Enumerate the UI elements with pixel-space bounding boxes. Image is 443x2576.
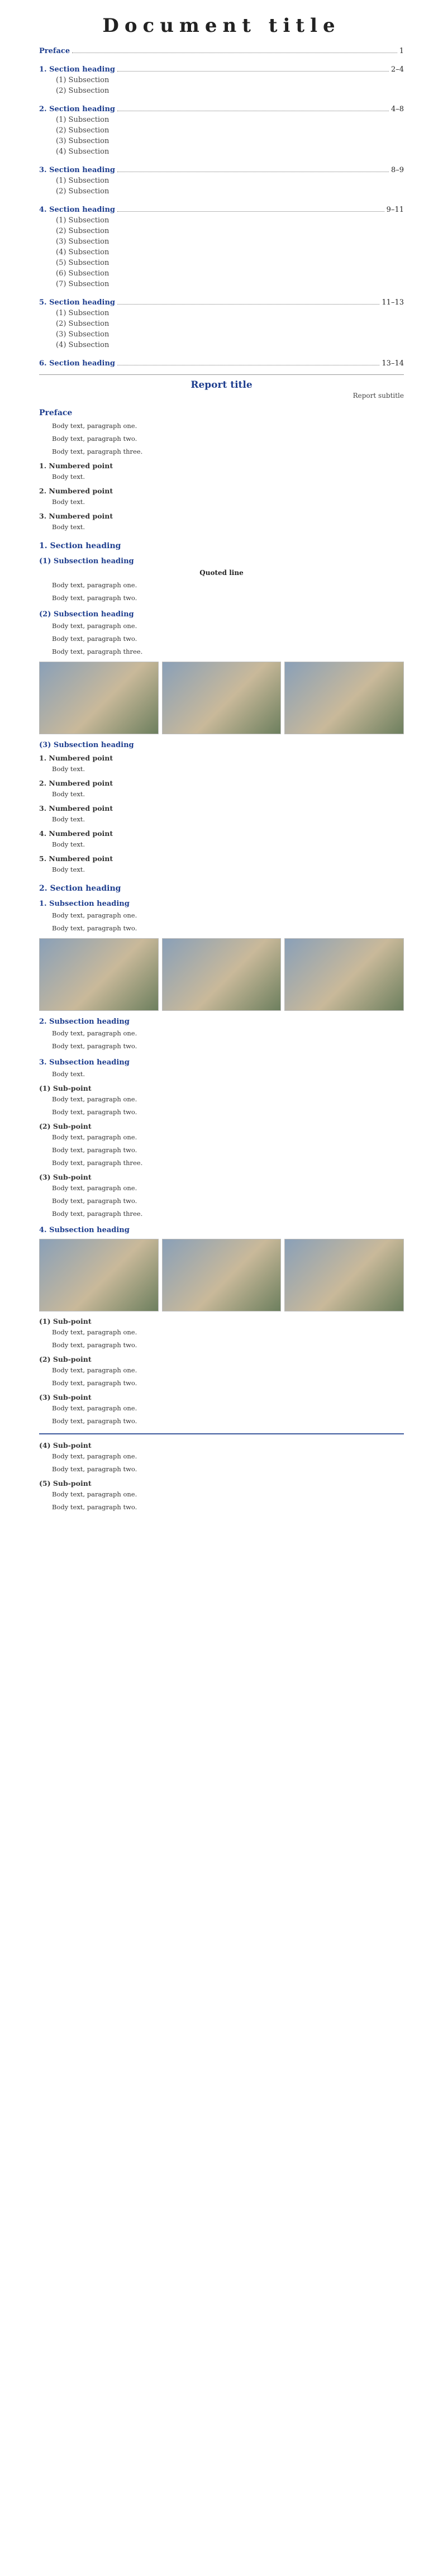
toc-subitem[interactable] [39,136,404,146]
paragraph: Body text, paragraph three. [52,648,143,655]
toc-subitem[interactable] [39,308,404,319]
quote-line: Quoted line [199,569,244,577]
photo [284,938,404,1011]
section-heading: Preface [39,408,73,417]
paragraph: Body text, paragraph two. [52,1197,137,1205]
toc-subitem[interactable] [39,175,404,186]
toc-page-number: 1 [399,47,404,55]
toc-chapter[interactable] [39,64,404,75]
toc-subitem[interactable] [39,146,404,157]
toc-label: (3) Subsection [56,330,109,339]
subsection-heading: 3. Subsection heading [39,1058,130,1067]
point-heading: 3. Numbered point [39,512,113,520]
subsection-heading: (1) Subsection heading [39,557,134,565]
subsection-heading: (2) Subsection heading [39,610,134,619]
toc-gap [39,350,404,358]
toc-label: (1) Subsection [56,116,109,124]
paragraph: Body text, paragraph three. [52,1159,143,1167]
divider [39,374,404,375]
point-heading: (1) Sub-point [39,1317,92,1325]
toc-leader-dots [117,71,389,72]
toc-label: 4. Section heading [39,206,115,214]
watermark-mark [4,1519,65,1592]
toc-gap [39,157,404,165]
paragraph: Body text. [52,866,85,873]
report-body [39,408,404,1513]
toc-page-number: 9–11 [386,206,404,214]
paragraph: Body text, paragraph two. [52,1042,137,1050]
photo [39,662,159,734]
paragraph: Body text, paragraph two. [52,924,137,932]
toc-label: 1. Section heading [39,65,115,74]
paragraph: Body text, paragraph one. [52,1404,137,1412]
point-heading: 4. Numbered point [39,829,113,838]
watermark-mark [4,1888,65,1961]
paragraph: Body text, paragraph two. [52,1341,137,1349]
toc-page-number: 8–9 [390,166,404,174]
toc-gap [39,197,404,205]
toc-subitem[interactable] [39,340,404,350]
point-heading: 5. Numbered point [39,854,113,863]
subsection-heading: (3) Subsection heading [39,741,134,749]
toc-chapter[interactable] [39,46,404,56]
toc-label: (2) Subsection [56,227,109,235]
paragraph: Body text. [52,1070,85,1078]
toc-subitem[interactable] [39,236,404,247]
point-heading: (3) Sub-point [39,1393,92,1401]
toc-label: 3. Section heading [39,166,115,174]
toc-label: (2) Subsection [56,187,109,196]
subsection-heading: 4. Subsection heading [39,1226,130,1234]
paragraph: Body text, paragraph one. [52,1095,137,1103]
paragraph: Body text, paragraph two. [52,1417,137,1425]
toc-label: (2) Subsection [56,87,109,95]
toc-subitem[interactable] [39,75,404,85]
toc-chapter[interactable] [39,205,404,215]
toc-page-number: 2–4 [390,65,404,74]
toc-subitem[interactable] [39,329,404,340]
point-heading: 3. Numbered point [39,804,113,812]
toc-subitem[interactable] [39,115,404,125]
toc-subitem[interactable] [39,258,404,268]
paragraph: Body text, paragraph two. [52,594,137,602]
paragraph: Body text, paragraph one. [52,1133,137,1141]
report-title: Report title [190,379,253,391]
toc-leader-dots [117,211,384,212]
paragraph: Body text, paragraph one. [52,581,137,589]
subsection-heading: 2. Subsection heading [39,1018,130,1026]
toc-label: (6) Subsection [56,269,109,278]
point-heading: (4) Sub-point [39,1441,92,1449]
toc-subitem[interactable] [39,125,404,136]
toc-chapter[interactable] [39,297,404,308]
photo [284,1239,404,1311]
toc-subitem[interactable] [39,85,404,96]
toc-label: (4) Subsection [56,341,109,349]
toc-subitem[interactable] [39,247,404,258]
paragraph: Body text, paragraph one. [52,1328,137,1336]
divider [39,1433,404,1434]
point-heading: (3) Sub-point [39,1173,92,1181]
paragraph: Body text, paragraph three. [52,448,143,455]
point-heading: 1. Numbered point [39,462,113,470]
paragraph: Body text, paragraph two. [52,635,137,643]
toc-label: Preface [39,47,70,55]
paragraph: Body text. [52,815,85,823]
toc-page-number: 11–13 [382,298,404,307]
toc-subitem[interactable] [39,186,404,197]
paragraph: Body text, paragraph two. [52,435,137,443]
photo-strip [39,938,404,1011]
report-subtitle: Report subtitle [353,392,404,400]
photo [39,938,159,1011]
toc-label: (4) Subsection [56,248,109,256]
toc-label: (5) Subsection [56,259,109,267]
toc-label: (3) Subsection [56,237,109,246]
toc-chapter[interactable] [39,104,404,115]
watermark-mark [127,1704,188,1776]
subsection-heading: 1. Subsection heading [39,900,130,908]
photo-strip [39,1239,404,1311]
toc-chapter[interactable] [39,165,404,175]
toc-label: (7) Subsection [56,280,109,288]
paragraph: Body text, paragraph one. [52,1029,137,1037]
toc-gap [39,289,404,297]
toc-label: (2) Subsection [56,320,109,328]
photo [162,662,282,734]
toc-leader-dots [117,304,379,305]
toc-label: (4) Subsection [56,148,109,156]
toc-subitem[interactable] [39,226,404,236]
point-heading: (2) Sub-point [39,1355,92,1363]
paragraph: Body text, paragraph one. [52,1366,137,1374]
photo [284,662,404,734]
paragraph: Body text, paragraph one. [52,622,137,630]
point-heading: 1. Numbered point [39,754,113,762]
toc-label: (1) Subsection [56,309,109,317]
photo [39,1239,159,1311]
point-heading: (1) Sub-point [39,1084,92,1092]
paragraph: Body text, paragraph two. [52,1108,137,1116]
point-heading: (2) Sub-point [39,1122,92,1130]
paragraph: Body text, paragraph two. [52,1503,137,1511]
toc-chapter[interactable] [39,358,404,369]
toc-gap [39,96,404,104]
paragraph: Body text, paragraph one. [52,422,137,430]
toc-page-number: 4–8 [390,105,404,113]
photo [162,1239,282,1311]
paragraph: Body text, paragraph one. [52,1452,137,1460]
toc-subitem[interactable] [39,215,404,226]
document-title: Document title [102,15,341,37]
watermark-mark [4,2257,65,2330]
table-of-contents [39,46,404,369]
toc-subitem[interactable] [39,268,404,279]
paragraph: Body text, paragraph three. [52,1210,143,1218]
photo [162,938,282,1011]
toc-label: 2. Section heading [39,105,115,113]
point-heading: (5) Sub-point [39,1479,92,1487]
section-heading: 1. Section heading [39,541,121,550]
toc-subitem[interactable] [39,319,404,329]
point-heading: 2. Numbered point [39,779,113,787]
paragraph: Body text. [52,498,85,506]
paragraph: Body text, paragraph one. [52,1490,137,1498]
toc-gap [39,56,404,64]
watermark-mark [127,2073,188,2145]
paragraph: Body text. [52,840,85,848]
paragraph: Body text, paragraph one. [52,911,137,919]
paragraph: Body text, paragraph two. [52,1379,137,1387]
toc-label: 5. Section heading [39,298,115,307]
photo-strip [39,662,404,734]
paragraph: Body text. [52,473,85,481]
watermark-mark [127,2441,188,2514]
toc-page-number: 13–14 [382,359,404,368]
paragraph: Body text, paragraph one. [52,1184,137,1192]
toc-label: (1) Subsection [56,76,109,84]
paragraph: Body text. [52,765,85,773]
toc-label: (1) Subsection [56,177,109,185]
section-heading: 2. Section heading [39,884,121,893]
toc-label: (2) Subsection [56,126,109,135]
point-heading: 2. Numbered point [39,487,113,495]
toc-label: (1) Subsection [56,216,109,225]
paragraph: Body text. [52,523,85,531]
paragraph: Body text, paragraph two. [52,1146,137,1154]
toc-label: (3) Subsection [56,137,109,145]
paragraph: Body text. [52,790,85,798]
toc-subitem[interactable] [39,279,404,289]
paragraph: Body text, paragraph two. [52,1465,137,1473]
toc-label: 6. Section heading [39,359,115,368]
